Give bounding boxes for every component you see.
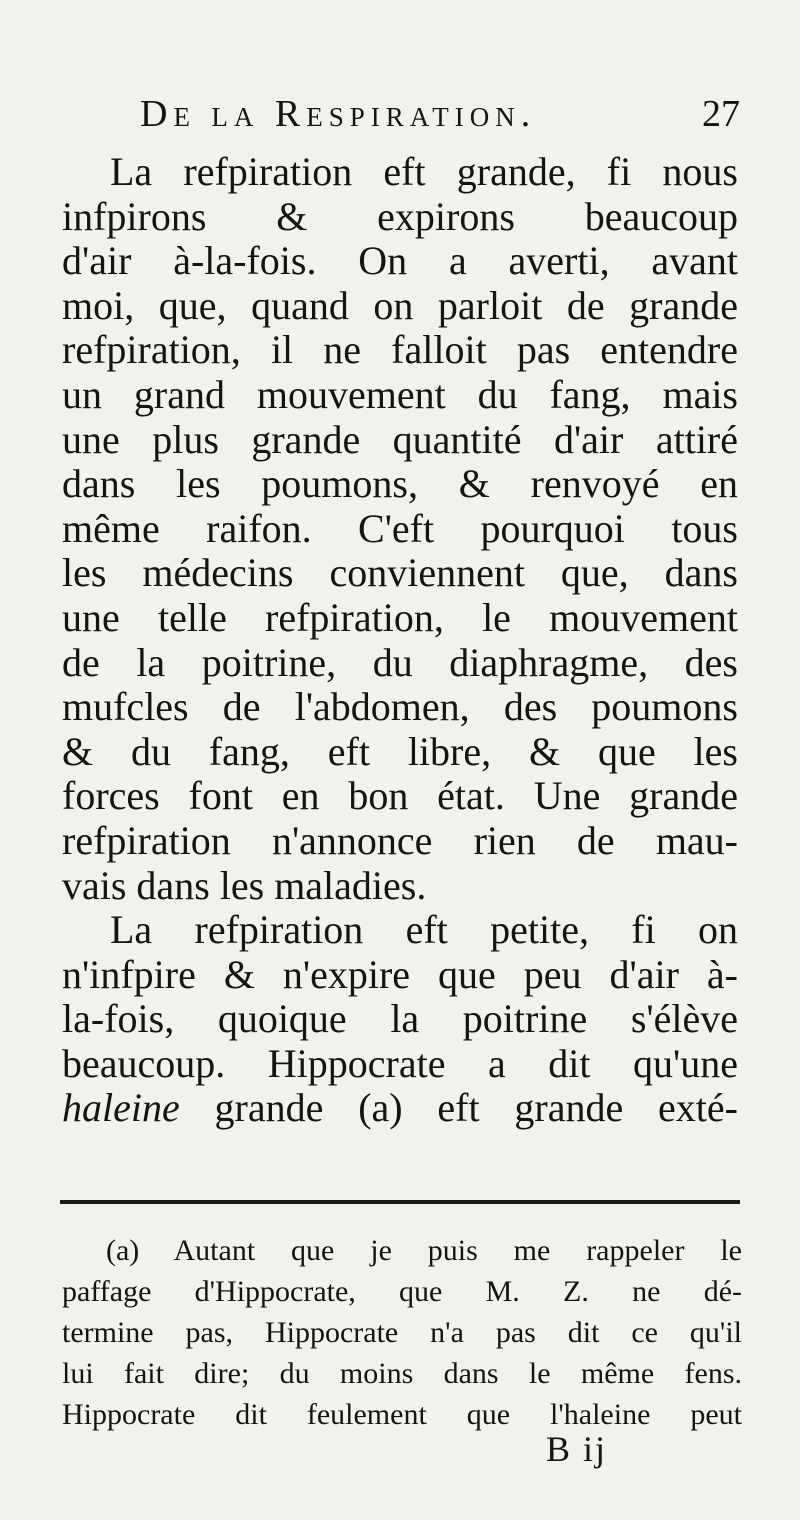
- text-line-rest: grande (a) eft grande exté-: [179, 1085, 738, 1131]
- footnote: [62, 1230, 742, 1435]
- text-line: & du fang, eft libre, & que les: [62, 728, 738, 774]
- footnote-line: termine pas, Hippocrate n'a pas dit ce qu'il: [62, 1316, 742, 1349]
- italic-word: haleine: [62, 1085, 180, 1131]
- text-line: La refpiration eft grande, fi nous: [110, 149, 738, 194]
- text-line: une telle refpiration, le mouvement: [62, 594, 738, 640]
- text-line: la-fois, quoique la poitrine s'élève: [62, 996, 738, 1042]
- text-line: vais dans les maladies.: [62, 862, 427, 908]
- text-line: La refpiration eft petite, fi on: [110, 907, 738, 953]
- footnote-line: lui fait dire; du moins dans le même fens.: [62, 1357, 742, 1390]
- signature-mark: B ij: [546, 1429, 608, 1469]
- footnote-line: paffage d'Hippocrate, que M. Z. ne dé-: [62, 1275, 742, 1308]
- text-line: une plus grande quantité d'air attiré: [62, 416, 738, 462]
- text-line: forces font en bon état. Une grande: [62, 773, 738, 819]
- text-line: n'infpire & n'expire que peu d'air à-: [62, 951, 738, 997]
- text-line: dans les poumons, & renvoyé en: [62, 461, 738, 507]
- text-line: refpiration, il ne falloit pas entendre: [62, 327, 738, 373]
- text-line-last: [62, 1086, 738, 1131]
- main-text: [62, 150, 738, 1131]
- footnote-line: Hippocrate dit feulement que l'haleine peut: [62, 1398, 742, 1431]
- text-line: moi, que, quand on parloit de grande: [62, 282, 738, 328]
- text-line: même raifon. C'eft pourquoi tous: [62, 505, 738, 551]
- page-number: 27: [702, 93, 740, 135]
- text-line: refpiration n'annonce rien de mau-: [62, 817, 738, 863]
- text-line: de la poitrine, du diaphragme, des: [62, 639, 738, 685]
- text-line: les médecins conviennent que, dans: [62, 550, 738, 596]
- text-line: d'air à-la-fois. On a averti, avant: [62, 238, 738, 284]
- text-line: mufcles de l'abdomen, des poumons: [62, 684, 738, 730]
- footnote-rule: [60, 1200, 740, 1204]
- text-line: infpirons & expirons beaucoup: [62, 193, 738, 239]
- running-title: De la Respiration.: [140, 93, 537, 135]
- page-header: [140, 92, 740, 142]
- text-line: un grand mouvement du fang, mais: [62, 371, 738, 417]
- text-line: beaucoup. Hippocrate a dit qu'une: [62, 1040, 738, 1086]
- footnote-line: (a) Autant que je puis me rappeler le: [106, 1234, 742, 1267]
